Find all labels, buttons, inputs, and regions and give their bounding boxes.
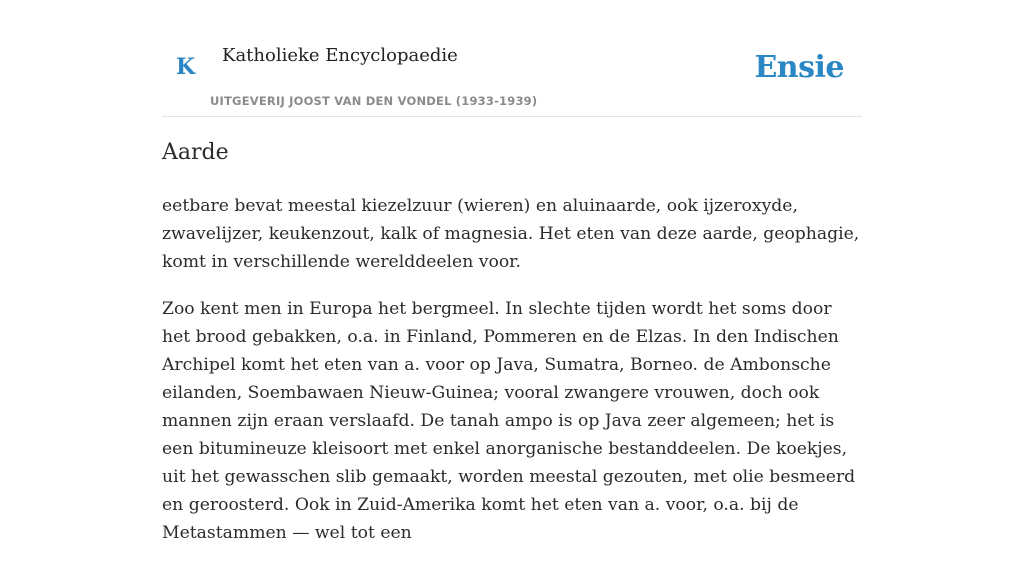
encyclopedia-logo[interactable]: K [176, 54, 196, 80]
article-paragraph: Zoo kent men in Europa het bergmeel. In slechte tijden wordt het soms door het brood gebakken, o.a. in Finland, Pommeren en de Elzas. In den Indischen Archipel komt het eten van a. voor op Java, Sumatra, Borneo. de Ambonsche eilanden, Soembawaen Nieuw-Guinea; vooral zwangere vrouwen, doch ook mannen zijn eraan verslaafd. De tanah ampo is op Java zeer algemeen; het is een bitumineuze kleisoort met enkel anorganische bestanddeelen. De koekjes, uit het gewasschen slib gemaakt, worden meestal gezouten, met olie besmeerd en geroosterd. Ook in Zuid-Amerika komt het eten van a. voor, o.a. bij de Metastammen — wel tot een [162, 299, 856, 543]
publisher-subtitle: UITGEVERIJ JOOST VAN DEN VONDEL (1933-1939) [210, 94, 538, 108]
article-body [162, 192, 862, 566]
encyclopedia-title[interactable]: Katholieke Encyclopaedie [222, 45, 458, 66]
article-title: Aarde [162, 140, 229, 165]
ensie-brand-logo[interactable]: Ensie [754, 50, 844, 85]
site-header [162, 0, 862, 117]
article-paragraph: eetbare bevat meestal kiezelzuur (wieren) en aluinaarde, ook ijzeroxyde, zwavelijzer, keukenzout, kalk of magnesia. Het eten van deze aarde, geophagie, komt in verschillende werelddeelen voor. [162, 196, 860, 272]
page [162, 0, 862, 543]
